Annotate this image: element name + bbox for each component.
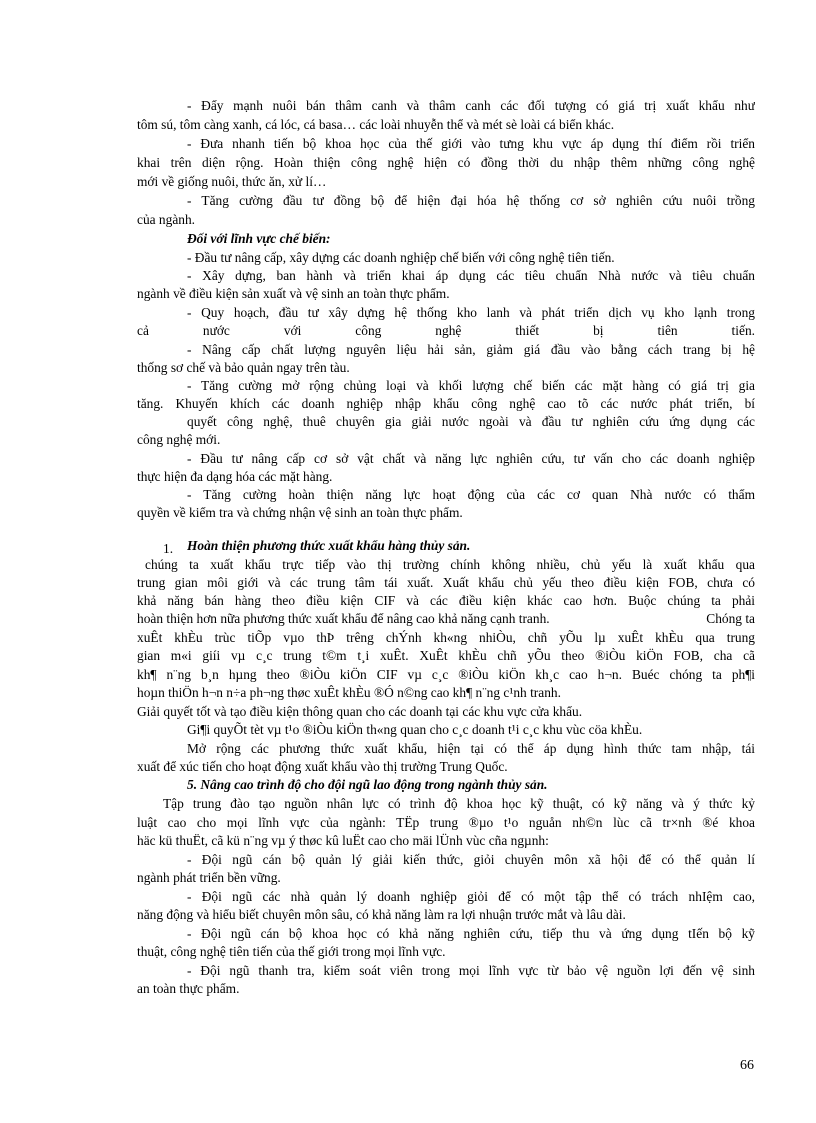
text-line: - Đầu tư nâng cấp, xây dựng các doanh nghiệp chế biến với công nghệ tiên tiến. [187,250,615,265]
text-line: - Quy hoạch, đầu tư xây dựng hệ thống kho lanh và phát triển dịch vụ kho lạnh trong [187,305,755,320]
text-line: - Đội ngũ cán bộ khoa học có khả năng nghiên cứu, tiếp thu và ứng dụng tIến bộ kỹ [187,926,755,941]
text-line: tôm sú, tôm càng xanh, cá lóc, cá basa… các loài nhuyễn thể và mét sè loài cá biển khác. [137,117,615,132]
text-line: an toàn thực phẩm. [137,981,240,996]
text-line: - Đội ngũ cán bộ quản lý giải kiến thức, giỏi chuyên môn xã hội để có thể quản lí [187,852,755,867]
text-line: tăng. Khuyến khích các doanh nghiệp nhập khẩu công nghệ cao tõ các nước phát triển, bí [137,396,755,411]
text-line: - Nâng cấp chất lượng nguyên liệu hải sản, giảm giá đầu vào bằng cách trang bị hệ [187,342,755,357]
text-line: khai trên diện rộng. Hoàn thiện công nghệ hiện có đồng thời du nhập thêm những công nghệ [137,155,755,170]
text-line: - Tăng cường đầu tư đồng bộ để hiện đại hóa hệ thống cơ sở nghiên cứu nuôi trồng [187,193,755,208]
list-number: 1. [163,541,174,556]
text-line: thực hiện đa dạng hóa các mặt hàng. [137,469,333,484]
section-heading: Hoàn thiện phương thức xuất khẩu hàng thủy sản. [187,538,471,553]
text-line: của ngành. [137,212,196,227]
text-line: gian m«i giíi vµ c¸c trung t©m t¸i xuÊt. XuÊt khÈu chñ yÕu theo ®iÒu kiÖn FOB, cha cã [137,648,755,663]
text-line: - Đội ngũ thanh tra, kiểm soát viên trong mọi lĩnh vực từ bảo vệ nguồn lợi đến vệ sinh [187,963,755,978]
page-number: 66 [740,1058,754,1073]
text-line: kh¶ n¨ng b¸n hµng theo ®iÒu kiÖn CIF vµ c¸c ®iÒu kiÖn kh¸c cao h¬n. Buéc chóng ta ph¶i [137,667,755,682]
text-line: - Đưa nhanh tiến bộ khoa học của thế giới vào tưng khu vực áp dụng thí điểm rồi triển [187,136,755,151]
text-line: - Đầu tư nâng cấp cơ sở vật chất và năng lực nghiên cứu, tư vấn cho các doanh nghiệp [187,451,755,466]
text-line: cả nước với công nghệ thiết bị tiên tiến. [137,323,755,338]
text-line: hoµn thiÖn h¬n n÷a ph¬ng thøc xuÊt khÈu ®Ó n©ng cao kh¶ n¨ng c¹nh tranh. [137,685,561,700]
text-line: xuÊt khÈu trùc tiÕp vµo thÞ trêng chÝnh kh«ng nhiÒu, chñ yÕu lµ xuÊt khÈu qua trung [137,630,755,645]
text-line: ngành phát triển bền vững. [137,870,281,885]
text-line: công nghệ mới. [137,432,221,447]
text-line: Tập trung đào tạo nguồn nhân lực có trình độ khoa học kỹ thuật, có kỹ năng và ý thức kỷ [163,796,755,811]
text-line: hoàn thiện hơn nữa phương thức xuất khẩu để nâng cao khả năng cạnh tranh. [137,611,550,626]
text-line: luật cao cho mọi lĩnh vực của ngành: TËp trung ®µo t¹o nguån nh©n lùc cã tr×nh ®é khoa [137,815,755,830]
text-line: Mở rộng các phương thức xuất khẩu, hiện tại có thể áp dụng hình thức tam nhập, tái [187,741,755,756]
text-line: Giải quyết tốt và tạo điều kiện thông quan cho các doanh tại các khu vực cửa khẩu. [137,704,583,719]
text-line: - Tăng cường mở rộng chủng loại và khối lượng chế biến các mặt hàng có giá trị gia [187,378,755,393]
text-line: khả năng bán hàng theo điều kiện CIF và các điều kiện khác cao hơn. Buộc chúng ta phải [137,593,755,608]
section-subheading: Đối với lĩnh vực chế biến: [187,231,331,246]
section-heading: 5. Nâng cao trình độ cho đội ngũ lao động trong ngành thủy sản. [187,777,548,792]
text-line: thuật, công nghệ tiên tiến của thế giới trong mọi lĩnh vực. [137,944,446,959]
text-line: mới về giống nuôi, thức ăn, xử lí… [137,174,327,189]
text-line: - Đội ngũ các nhà quản lý doanh nghiệp giỏi để có một tập thể có trách nhIệm cao, [187,889,755,904]
text-line: quyền về kiểm tra và chứng nhận vệ sinh an toàn thực phẩm. [137,505,463,520]
text-line: - Tăng cường hoàn thiện năng lực hoạt động của các cơ quan Nhà nước có thẩm [187,487,755,502]
text-line: - Đẩy mạnh nuôi bán thâm canh và thâm canh các đối tượng có giá trị xuất khẩu như [187,98,755,113]
text-line: - Xây dựng, ban hành và triển khai áp dụng các tiêu chuẩn Nhà nước và tiêu chuẩn [187,268,755,283]
text-line: ngành về điều kiện sản xuất và vệ sinh an toàn thực phẩm. [137,286,450,301]
text-line: quyết công nghệ, thuê chuyên gia giải nước ngoài và đầu tư nghiên cứu ứng dụng các [187,414,755,429]
text-line: Chóng ta [706,611,755,626]
text-line: chúng ta xuất khẩu trực tiếp vào thị trường chính không nhiều, chủ yếu là xuất khẩu qua [145,557,755,572]
text-line: häc kü thuËt, cã kü n¨ng vµ ý thøc kû luËt cao cho mäi lÜnh vùc cña ngµnh: [137,833,549,848]
text-line: Gi¶i quyÕt tèt vµ t¹o ®iÒu kiÖn th«ng quan cho c¸c doanh t¹i c¸c khu vùc cöa khÈu. [187,722,643,737]
text-line: xuất để xúc tiến cho hoạt động xuất khẩu vào thị trường Trung Quốc. [137,759,508,774]
text-line: thống sơ chế và bảo quản ngay trên tàu. [137,360,350,375]
text-line: trung gian môi giới và các trung tâm tái xuất. Xuất khẩu chủ yếu theo điều kiện FOB, chưa có [137,575,755,590]
text-line: năng động và hiểu biết chuyên môn sâu, có khả năng làm ra lợi nhuận trước mắt và lâu dài. [137,907,626,922]
